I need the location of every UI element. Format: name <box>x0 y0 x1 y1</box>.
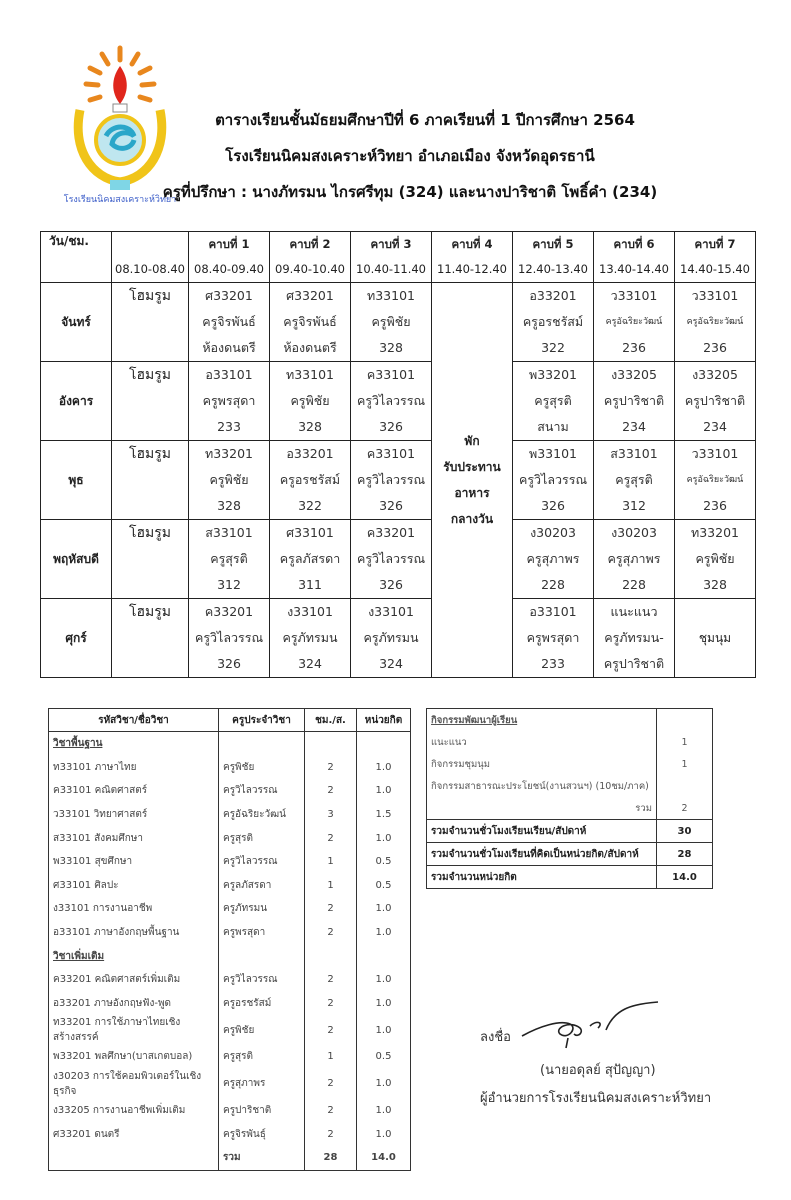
subject-name: ค33101 คณิตศาสตร์ <box>49 779 219 803</box>
room: 312 <box>217 577 241 592</box>
class-cell <box>513 599 594 678</box>
subject-code: ว33101 <box>691 446 739 461</box>
subject-hours: 1 <box>305 1045 357 1069</box>
subject-row <box>49 897 411 921</box>
subject-teacher: ครูอรชรัสม์ <box>219 992 305 1016</box>
class-cell <box>351 283 432 362</box>
subject-code: อ33101 <box>529 604 577 619</box>
subject-row <box>49 1122 411 1146</box>
subject-row <box>49 1045 411 1069</box>
teacher-name: ครูพิชัย <box>290 393 330 408</box>
teacher-name: ครูอรชรัสม์ <box>522 314 584 329</box>
class-cell <box>594 441 675 520</box>
summary-label: รวมจำนวนชั่วโมงเรียนที่คิดเป็นหน่วยกิต/สัปดาห์ <box>427 843 657 866</box>
column-header: ครูประจำวิชา <box>219 709 305 732</box>
class-cell <box>594 362 675 441</box>
subject-teacher: ครูวิไลวรรณ <box>219 850 305 874</box>
subject-code: ศ33101 <box>286 525 334 540</box>
total-hours: 28 <box>305 1146 357 1170</box>
room: 322 <box>541 340 565 355</box>
subject-code: พ33101 <box>528 446 577 461</box>
subject-teacher: ครูภัทรมน <box>219 897 305 921</box>
total-label: รวม <box>219 1146 305 1170</box>
activity-row <box>427 753 713 775</box>
subjects-table <box>48 708 411 1171</box>
teacher-name: ครูวิไลวรรณ <box>194 630 264 645</box>
subject-code: ง33101 <box>368 604 414 619</box>
subject-credits: 1.5 <box>357 803 411 827</box>
subject-hours: 2 <box>305 1015 357 1045</box>
teacher-name: ครูภัทรมน <box>363 630 419 645</box>
subject-code: พ33201 <box>528 367 577 382</box>
subject-code: อ33201 <box>529 288 577 303</box>
homeroom-header: 08.10-08.40 <box>112 232 189 283</box>
section-label: วิชาพื้นฐาน <box>49 732 219 756</box>
column-header: ชม./ส. <box>305 709 357 732</box>
subject-row <box>49 992 411 1016</box>
period-header: คาบที่ 4 11.40-12.40 <box>432 232 513 283</box>
subject-row <box>49 850 411 874</box>
period-header: คาบที่ 3 10.40-11.40 <box>351 232 432 283</box>
principal-position: ผู้อำนวยการโรงเรียนนิคมสงเคราะห์วิทยา <box>480 1091 712 1106</box>
activity-name: กิจกรรมสาธารณะประโยชน์(งานสวนฯ) (10ชม/ภาค) <box>427 775 657 797</box>
class-cell <box>351 599 432 678</box>
activities-table <box>426 708 713 889</box>
subject-code: ง33101 <box>287 604 333 619</box>
class-cell <box>270 362 351 441</box>
subject-teacher: ครูวิไลวรรณ <box>219 968 305 992</box>
subject-hours: 2 <box>305 921 357 945</box>
subject-row <box>49 921 411 945</box>
subject-credits: 1.0 <box>357 897 411 921</box>
teacher-name: ครูลภัสรดา <box>279 551 341 566</box>
period-header: คาบที่ 2 09.40-10.40 <box>270 232 351 283</box>
room: 326 <box>217 656 241 671</box>
class-cell <box>270 599 351 678</box>
summary-label: รวมจำนวนหน่วยกิต <box>427 866 657 889</box>
total-credits: 14.0 <box>357 1146 411 1170</box>
lunch-break-cell: พัก รับประทาน อาหาร กลางวัน <box>432 283 513 678</box>
subject-teacher: ครูวิไลวรรณ <box>219 779 305 803</box>
subject-code: ศ33201 <box>286 288 334 303</box>
teacher-name: ครูวิไลวรรณ <box>518 472 588 487</box>
subject-code: แนะแนว <box>610 604 658 619</box>
teacher-name: ครูอรชรัสม์ <box>279 472 341 487</box>
room: 234 <box>622 419 646 434</box>
subject-teacher: ครูลภัสรดา <box>219 874 305 898</box>
teacher-name: ครูพรสุดา <box>202 393 256 408</box>
section-row <box>49 944 411 968</box>
class-cell <box>189 362 270 441</box>
room: 328 <box>298 419 322 434</box>
subject-hours: 2 <box>305 968 357 992</box>
subject-code: ค33101 <box>366 367 416 382</box>
activities-title: กิจกรรมพัฒนาผู้เรียน <box>427 709 657 732</box>
day-label: จันทร์ <box>41 283 112 362</box>
subject-code: ง30203 <box>611 525 657 540</box>
subject-teacher: ครูพรสุดา <box>219 921 305 945</box>
summary-row <box>427 866 713 889</box>
subject-code: อ33201 <box>286 446 334 461</box>
subject-name: ท33101 ภาษาไทย <box>49 756 219 780</box>
subject-row <box>49 1069 411 1099</box>
subjects-header-row <box>49 709 411 732</box>
subject-code: ท33201 <box>204 446 253 461</box>
subject-hours: 2 <box>305 779 357 803</box>
subject-hours: 2 <box>305 1099 357 1123</box>
subject-code: ส33101 <box>610 446 658 461</box>
subject-hours: 2 <box>305 756 357 780</box>
teacher-name: ครูพรสุดา <box>526 630 580 645</box>
subject-credits: 1.0 <box>357 921 411 945</box>
homeroom-cell: โฮมรูม <box>112 520 189 599</box>
teacher-name: ครูภัทรมน- <box>604 630 664 645</box>
room: 236 <box>622 340 646 355</box>
day-label: พุธ <box>41 441 112 520</box>
class-cell <box>675 283 756 362</box>
subject-code: ง30203 <box>530 525 576 540</box>
room: 328 <box>379 340 403 355</box>
subject-name: ง30203 การใช้คอมพิวเตอร์ในเชิงธุรกิจ <box>49 1069 219 1099</box>
homeroom-cell: โฮมรูม <box>112 362 189 441</box>
activity-name: แนะแนว <box>427 731 657 753</box>
sign-label: ลงชื่อ <box>480 1030 511 1045</box>
subject-row <box>49 874 411 898</box>
class-cell <box>189 599 270 678</box>
subjects-total-row <box>49 1146 411 1170</box>
subject-teacher: ครูสุรติ <box>219 1045 305 1069</box>
activity-row <box>427 731 713 753</box>
subject-code: ส33101 <box>205 525 253 540</box>
subject-credits: 1.0 <box>357 968 411 992</box>
subject-hours: 3 <box>305 803 357 827</box>
room: 233 <box>541 656 565 671</box>
activity-row <box>427 775 713 797</box>
subject-hours: 2 <box>305 1122 357 1146</box>
teacher-name: ครูจิรพันธ์ <box>202 314 256 329</box>
class-cell <box>270 441 351 520</box>
class-cell <box>351 441 432 520</box>
subject-row <box>49 756 411 780</box>
summary-value: 14.0 <box>657 866 713 889</box>
period-header: คาบที่ 5 12.40-13.40 <box>513 232 594 283</box>
room: 326 <box>379 419 403 434</box>
summary-value: 30 <box>657 820 713 843</box>
period-header: คาบที่ 1 08.40-09.40 <box>189 232 270 283</box>
subject-code: อ33101 <box>205 367 253 382</box>
subject-credits: 1.0 <box>357 779 411 803</box>
subject-credits: 1.0 <box>357 1122 411 1146</box>
subject-name: พ33101 สุขศึกษา <box>49 850 219 874</box>
subject-credits: 0.5 <box>357 1045 411 1069</box>
section-label: วิชาเพิ่มเติม <box>49 944 219 968</box>
subject-code: ว33101 <box>610 288 658 303</box>
activity-name: กิจกรรมชุมนุม <box>427 753 657 775</box>
class-cell <box>189 441 270 520</box>
subject-code: ค33101 <box>366 446 416 461</box>
subject-credits: 1.0 <box>357 826 411 850</box>
room: ห้องดนตรี <box>283 340 337 355</box>
room: 228 <box>541 577 565 592</box>
class-cell <box>675 520 756 599</box>
class-cell <box>513 520 594 599</box>
svg-text:โรงเรียนนิคมสงเคราะห์วิทยา: โรงเรียนนิคมสงเคราะห์วิทยา <box>63 195 177 205</box>
teacher-name: ครูสุรติ <box>534 393 572 408</box>
schedule-row <box>41 362 756 441</box>
subject-code: ง33205 <box>692 367 738 382</box>
school-name: โรงเรียนนิคมสงเคราะห์วิทยา อำเภอเมือง จังหวัดอุดรธานี <box>225 147 595 165</box>
homeroom-cell: โฮมรูม <box>112 599 189 678</box>
room: 236 <box>703 340 727 355</box>
teacher-name: ครูพิชัย <box>209 472 249 487</box>
subject-code: ท33101 <box>285 367 334 382</box>
subject-credits: 0.5 <box>357 850 411 874</box>
room: 328 <box>703 577 727 592</box>
class-cell <box>675 362 756 441</box>
room: 322 <box>298 498 322 513</box>
schedule-row <box>41 441 756 520</box>
day-label: พฤหัสบดี <box>41 520 112 599</box>
subject-teacher: ครูสุรติ <box>219 826 305 850</box>
activity-subtotal-row <box>427 797 713 820</box>
teacher-name: ครูวิไลวรรณ <box>356 551 426 566</box>
column-header: รหัสวิชา/ชื่อวิชา <box>49 709 219 732</box>
advisors-line: ครูที่ปรึกษา : นางภัทรมน ไกรศรีทุม (324) และนางปาริชาติ โพธิ์คำ (234) <box>162 183 658 201</box>
subject-code: ค33201 <box>204 604 254 619</box>
subject-name: ศ33201 ดนตรี <box>49 1122 219 1146</box>
class-cell <box>594 283 675 362</box>
subject-name: พ33201 พลศึกษา(บาสเกตบอล) <box>49 1045 219 1069</box>
subject-row <box>49 803 411 827</box>
teacher-name: ครูภัทรมน <box>282 630 338 645</box>
corner-label: วัน/ชม. <box>41 232 112 283</box>
activity-hours <box>657 775 713 797</box>
room: 326 <box>379 577 403 592</box>
subject-hours: 2 <box>305 992 357 1016</box>
subject-code: ท33101 <box>366 288 415 303</box>
schedule-row <box>41 520 756 599</box>
column-header: หน่วยกิต <box>357 709 411 732</box>
teacher-name: ครูอัฉริยะวัฒน์ <box>686 317 744 327</box>
subject-credits: 1.0 <box>357 1015 411 1045</box>
summary-row <box>427 843 713 866</box>
subject-name: ท33201 การใช้ภาษาไทยเชิงสร้างสรรค์ <box>49 1015 219 1045</box>
room: 326 <box>379 498 403 513</box>
subject-code: ง33205 <box>611 367 657 382</box>
subject-hours: 1 <box>305 874 357 898</box>
schedule-row <box>41 283 756 362</box>
subject-name: ส33101 สังคมศึกษา <box>49 826 219 850</box>
subject-hours: 2 <box>305 1069 357 1099</box>
subject-hours: 1 <box>305 850 357 874</box>
class-cell <box>594 599 675 678</box>
subject-code: ศ33201 <box>205 288 253 303</box>
subject-teacher: ครูปาริชาติ <box>219 1099 305 1123</box>
subject-name: ง33101 การงานอาชีพ <box>49 897 219 921</box>
room: 326 <box>541 498 565 513</box>
room: 324 <box>379 656 403 671</box>
summary-row <box>427 820 713 843</box>
subject-hours: 2 <box>305 897 357 921</box>
signature-scribble-icon <box>520 1000 660 1050</box>
subject-name: ว33101 วิทยาศาสตร์ <box>49 803 219 827</box>
subtotal-label: รวม <box>427 797 657 820</box>
teacher-name: ครูสุภาพร <box>526 551 580 566</box>
principal-name: (นายอดุลย์ สุปัญญา) <box>540 1063 656 1078</box>
teacher-name: ครูวิไลวรรณ <box>356 472 426 487</box>
subject-credits: 1.0 <box>357 756 411 780</box>
subject-row <box>49 968 411 992</box>
room: 312 <box>622 498 646 513</box>
class-schedule-table <box>40 231 756 678</box>
subject-code: ท33201 <box>690 525 739 540</box>
room: 328 <box>217 498 241 513</box>
teacher-name: ครูพิชัย <box>695 551 735 566</box>
schedule-row <box>41 599 756 678</box>
room: สนาม <box>537 419 569 434</box>
teacher-name: ครูปาริชาติ <box>603 393 665 408</box>
subject-name: ศ33101 ศิลปะ <box>49 874 219 898</box>
subject-teacher: ครูพิชัย <box>219 756 305 780</box>
summary-value: 28 <box>657 843 713 866</box>
teacher-name: ครูสุภาพร <box>607 551 661 566</box>
room: ห้องดนตรี <box>202 340 256 355</box>
class-cell <box>675 441 756 520</box>
room: 236 <box>703 498 727 513</box>
subject-row <box>49 1099 411 1123</box>
class-cell: ชุมนุม <box>675 599 756 678</box>
subtotal-hours: 2 <box>657 797 713 820</box>
homeroom-cell: โฮมรูม <box>112 283 189 362</box>
teacher-name: ครูสุรติ <box>210 551 248 566</box>
room: 324 <box>298 656 322 671</box>
teacher-name: ครูสุรติ <box>615 472 653 487</box>
teacher-name: ครูอัฉริยะวัฒน์ <box>686 475 744 485</box>
teacher-name: ครูจิรพันธ์ <box>283 314 337 329</box>
class-cell <box>189 283 270 362</box>
subject-credits: 1.0 <box>357 992 411 1016</box>
subject-code: ค33201 <box>366 525 416 540</box>
teacher-name: ครูอัฉริยะวัฒน์ <box>605 317 663 327</box>
schedule-header-row <box>41 232 756 283</box>
subject-teacher: ครูสุภาพร <box>219 1069 305 1099</box>
activity-hours: 1 <box>657 753 713 775</box>
teacher-name: ครูวิไลวรรณ <box>356 393 426 408</box>
subject-teacher: ครูอัฉริยะวัฒน์ <box>219 803 305 827</box>
class-cell <box>270 520 351 599</box>
subject-teacher: ครูจิรพันธุ์ <box>219 1122 305 1146</box>
subject-name: อ33201 ภาษอังกฤษฟัง-พูด <box>49 992 219 1016</box>
class-cell <box>594 520 675 599</box>
subject-name: ค33201 คณิตศาสตร์เพิ่มเติม <box>49 968 219 992</box>
subject-code: ว33101 <box>691 288 739 303</box>
room: 228 <box>622 577 646 592</box>
subject-credits: 1.0 <box>357 1069 411 1099</box>
room: 311 <box>298 577 322 592</box>
summary-label: รวมจำนวนชั่วโมงเรียนเรียน/สัปดาห์ <box>427 820 657 843</box>
class-cell <box>513 441 594 520</box>
period-header: คาบที่ 7 14.40-15.40 <box>675 232 756 283</box>
room: 234 <box>703 419 727 434</box>
subject-hours: 2 <box>305 826 357 850</box>
subject-row <box>49 1015 411 1045</box>
class-cell <box>351 520 432 599</box>
subject-name: ง33205 การงานอาชีพเพิ่มเติม <box>49 1099 219 1123</box>
section-row <box>49 732 411 756</box>
teacher-name: ครูพิชัย <box>371 314 411 329</box>
teacher-name: ครูปาริชาติ <box>684 393 746 408</box>
subject-row <box>49 779 411 803</box>
class-cell <box>513 362 594 441</box>
day-label: อังคาร <box>41 362 112 441</box>
class-cell <box>513 283 594 362</box>
subject-teacher: ครูพิชัย <box>219 1015 305 1045</box>
subject-name: อ33101 ภาษาอังกฤษพื้นฐาน <box>49 921 219 945</box>
page-title: ตารางเรียนชั้นมัธยมศึกษาปีที่ 6 ภาคเรียนที่ 1 ปีการศึกษา 2564 <box>215 111 635 129</box>
room: 233 <box>217 419 241 434</box>
homeroom-cell: โฮมรูม <box>112 441 189 520</box>
class-cell <box>189 520 270 599</box>
class-cell <box>270 283 351 362</box>
subject-row <box>49 826 411 850</box>
subject-credits: 1.0 <box>357 1099 411 1123</box>
subject-credits: 0.5 <box>357 874 411 898</box>
class-cell <box>351 362 432 441</box>
activity-hours: 1 <box>657 731 713 753</box>
room: ครูปาริชาติ <box>603 656 665 671</box>
period-header: คาบที่ 6 13.40-14.40 <box>594 232 675 283</box>
day-label: ศุกร์ <box>41 599 112 678</box>
